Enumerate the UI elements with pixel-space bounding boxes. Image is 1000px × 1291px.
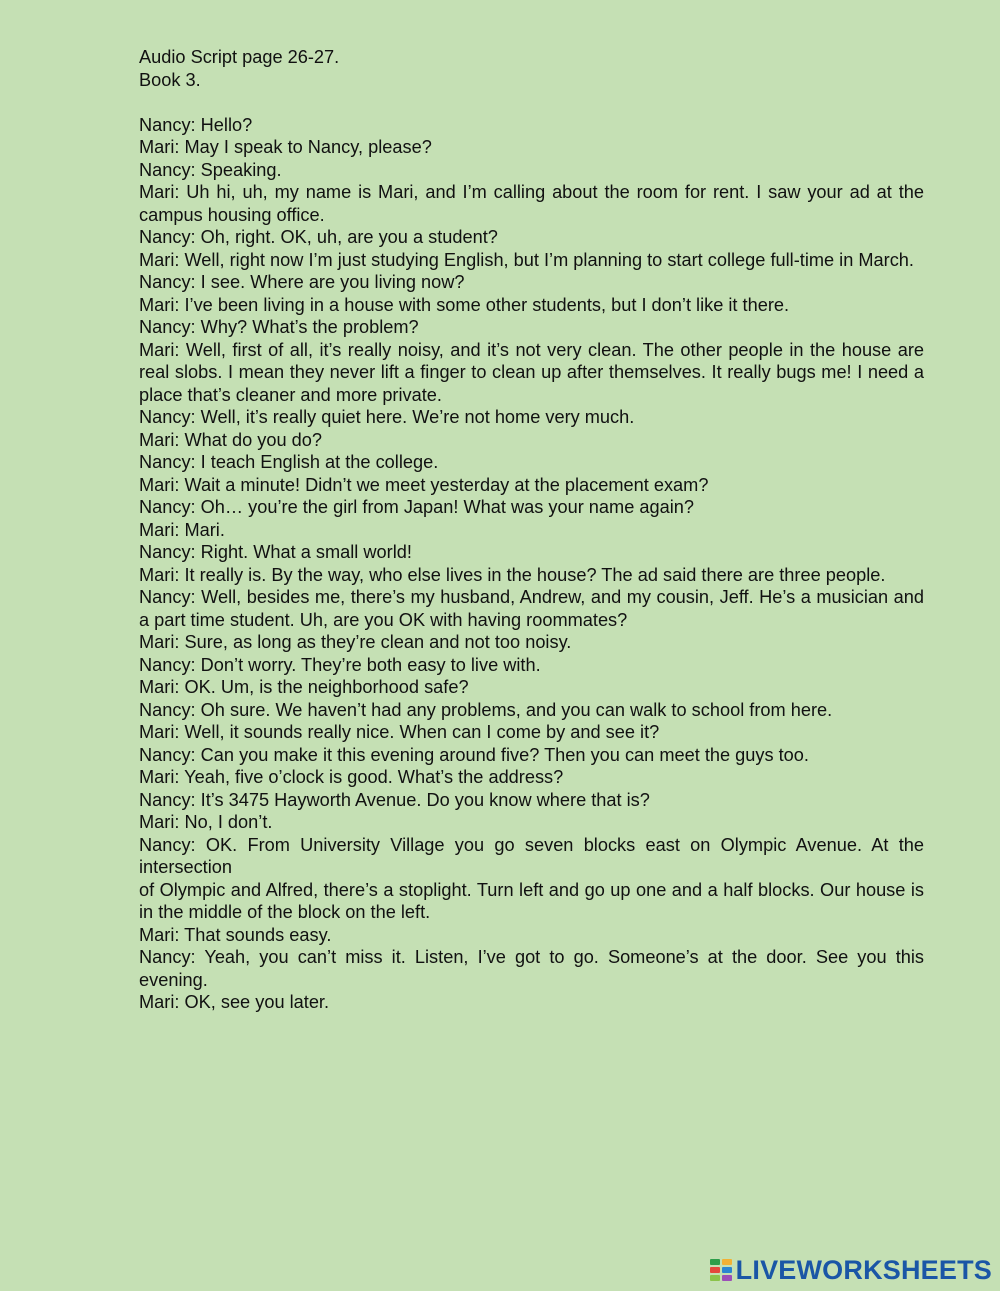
dialogue-line: Nancy: I see. Where are you living now? — [139, 272, 465, 292]
dialogue — [139, 114, 924, 1014]
logo-square — [710, 1267, 720, 1273]
audio-script-document — [139, 46, 924, 1014]
spacer — [139, 91, 924, 114]
dialogue-line: Nancy: Oh sure. We haven’t had any problems, and you can walk to school from here. — [139, 699, 833, 720]
dialogue-line: Mari: It really is. By the way, who else lives in the house? The ad said there are three people. — [139, 564, 886, 585]
logo-square — [710, 1275, 720, 1281]
dialogue-line: Mari: Well, first of all, it’s really noisy, and it’s not very clean. The other people in the house are real slobs. I mean they never lift a finger to clean up after themselves. It really bugs me! I need a place that’s cleaner and more private. — [139, 339, 924, 405]
liveworksheets-logo-text: LIVEWORKSHEETS — [735, 1254, 992, 1285]
dialogue-line: Nancy: Oh, right. OK, uh, are you a student? — [139, 227, 498, 247]
dialogue-line: Mari: Well, it sounds really nice. When can I come by and see it? — [139, 722, 660, 742]
dialogue-line: Nancy: Yeah, you can’t miss it. Listen, I’ve got to go. Someone’s at the door. See you this evening. — [139, 947, 924, 990]
dialogue-line: Mari: What do you do? — [139, 429, 322, 450]
dialogue-line: Mari: OK, see you later. — [139, 992, 330, 1012]
dialogue-line: Nancy: Right. What a small world! — [139, 542, 412, 562]
dialogue-line: Mari: Mari. — [139, 519, 225, 540]
dialogue-line: Mari: Wait a minute! Didn’t we meet yesterday at the placement exam? — [139, 474, 709, 495]
script-title: Audio Script page 26-27. — [139, 47, 340, 67]
book-label: Book 3. — [139, 69, 201, 90]
dialogue-line: Mari: That sounds easy. — [139, 924, 332, 945]
dialogue-line: Mari: May I speak to Nancy, please? — [139, 137, 432, 157]
logo-square — [722, 1275, 732, 1281]
liveworksheets-logo — [710, 1255, 992, 1285]
dialogue-line: Nancy: It’s 3475 Hayworth Avenue. Do you know where that is? — [139, 789, 650, 810]
dialogue-line: Mari: No, I don’t. — [139, 812, 273, 832]
dialogue-line: Mari: Uh hi, uh, my name is Mari, and I’m calling about the room for rent. I saw your ad at the campus housing office. — [139, 182, 924, 225]
dialogue-line: Mari: OK. Um, is the neighborhood safe? — [139, 677, 469, 697]
dialogue-line: Nancy: Hello? — [139, 114, 253, 135]
dialogue-line: Nancy: Why? What’s the problem? — [139, 317, 419, 337]
logo-square — [722, 1259, 732, 1265]
dialogue-line: Mari: Yeah, five o’clock is good. What’s the address? — [139, 767, 564, 787]
dialogue-line: Nancy: Well, besides me, there’s my husband, Andrew, and my cousin, Jeff. He’s a musician and a part time student. Uh, are you OK with having roommates? — [139, 587, 924, 630]
logo-square — [722, 1267, 732, 1273]
dialogue-line: Nancy: Well, it’s really quiet here. We’re not home very much. — [139, 407, 635, 427]
dialogue-line: Nancy: Speaking. — [139, 159, 282, 180]
dialogue-line: Nancy: OK. From University Village you go seven blocks east on Olympic Avenue. At the intersection — [139, 834, 924, 877]
dialogue-line: Mari: Sure, as long as they’re clean and not too noisy. — [139, 632, 572, 652]
dialogue-line: of Olympic and Alfred, there’s a stoplight. Turn left and go up one and a half blocks. Our house is in the middle of the block on the left. — [139, 879, 924, 922]
dialogue-line: Mari: Well, right now I’m just studying English, but I’m planning to start college full-time in March. — [139, 249, 914, 270]
dialogue-line: Nancy: Don’t worry. They’re both easy to live with. — [139, 654, 541, 675]
liveworksheets-logo-icon — [710, 1259, 732, 1281]
dialogue-line: Mari: I’ve been living in a house with some other students, but I don’t like it there. — [139, 294, 790, 315]
dialogue-line: Nancy: Oh… you’re the girl from Japan! What was your name again? — [139, 497, 694, 517]
dialogue-line: Nancy: Can you make it this evening around five? Then you can meet the guys too. — [139, 744, 809, 765]
logo-square — [710, 1259, 720, 1265]
dialogue-line: Nancy: I teach English at the college. — [139, 452, 439, 472]
